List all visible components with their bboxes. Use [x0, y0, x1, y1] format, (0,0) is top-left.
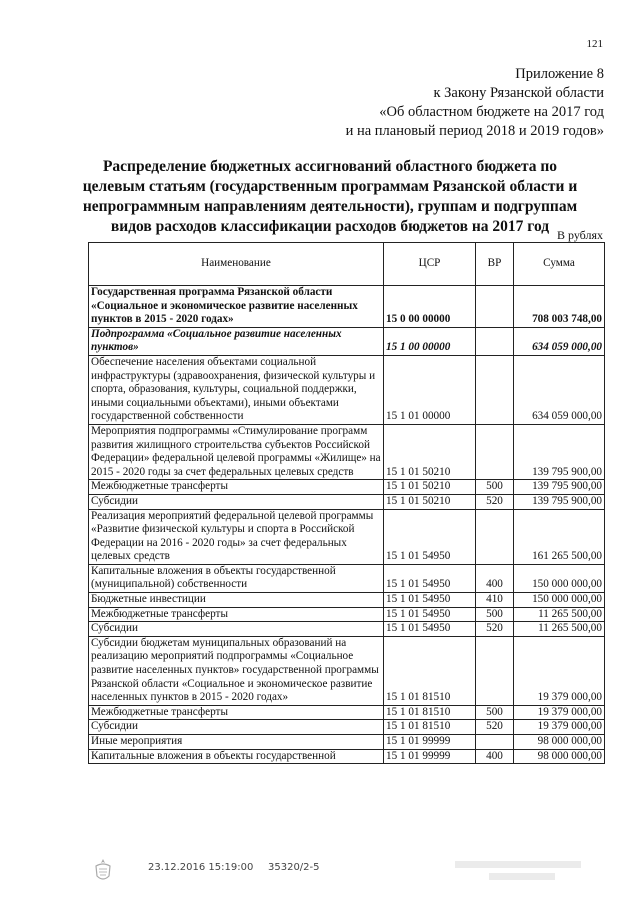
- cell-name: Подпрограмма «Социальное развитие населенных пунктов»: [89, 327, 384, 355]
- footer-timestamp: 23.12.2016 15:19:00: [148, 862, 254, 873]
- table-row: [89, 705, 605, 720]
- table-row: [89, 735, 605, 750]
- table-header-row: [89, 243, 605, 286]
- header-vr: ВР: [476, 243, 514, 286]
- cell-name: Бюджетные инвестиции: [89, 593, 384, 608]
- currency-unit: В рублях: [556, 228, 603, 242]
- cell-name: Субсидии: [89, 622, 384, 637]
- cell-sum: 634 059 000,00: [514, 327, 605, 355]
- cell-sum: 11 265 500,00: [514, 622, 605, 637]
- cell-vr: 520: [476, 622, 514, 637]
- cell-sum: 139 795 900,00: [514, 494, 605, 509]
- table-row: [89, 327, 605, 355]
- cell-csr: 15 1 00 00000: [384, 327, 476, 355]
- cell-vr: 400: [476, 749, 514, 764]
- cell-csr: 15 1 01 81510: [384, 636, 476, 705]
- table-row: [89, 622, 605, 637]
- cell-csr: 15 1 01 81510: [384, 705, 476, 720]
- cell-sum: 634 059 000,00: [514, 355, 605, 424]
- page-number: 121: [586, 38, 603, 50]
- cell-sum: 161 265 500,00: [514, 509, 605, 564]
- table-row: [89, 607, 605, 622]
- header-sum: Сумма: [514, 243, 605, 286]
- table-row: [89, 749, 605, 764]
- table-row: [89, 286, 605, 328]
- cell-sum: 139 795 900,00: [514, 424, 605, 479]
- cell-sum: 19 379 000,00: [514, 636, 605, 705]
- cell-sum: 11 265 500,00: [514, 607, 605, 622]
- table-row: [89, 424, 605, 479]
- table-row: [89, 636, 605, 705]
- cell-sum: 19 379 000,00: [514, 720, 605, 735]
- cell-csr: 15 1 01 50210: [384, 480, 476, 495]
- cell-csr: 15 1 01 54950: [384, 622, 476, 637]
- cell-name: Иные мероприятия: [89, 735, 384, 750]
- cell-sum: 98 000 000,00: [514, 735, 605, 750]
- cell-csr: 15 1 01 81510: [384, 720, 476, 735]
- cell-name: Реализация мероприятий федеральной целевой программы «Развитие физической культуры и спорта в Российской Федерации на 2016 - 2020 годы» за счет федеральных целевых средств: [89, 509, 384, 564]
- cell-vr: [476, 735, 514, 750]
- cell-vr: [476, 286, 514, 328]
- cell-vr: [476, 327, 514, 355]
- cell-name: Субсидии: [89, 494, 384, 509]
- cell-csr: 15 1 01 54950: [384, 593, 476, 608]
- cell-vr: 500: [476, 705, 514, 720]
- cell-name: Капитальные вложения в объекты государственной (муниципальной) собственности: [89, 564, 384, 592]
- cell-csr: 15 1 01 54950: [384, 564, 476, 592]
- footer-doc-code: 35320/2-5: [268, 862, 320, 873]
- table-row: [89, 480, 605, 495]
- cell-vr: 500: [476, 480, 514, 495]
- cell-name: Капитальные вложения в объекты государственной: [89, 749, 384, 764]
- cell-vr: 410: [476, 593, 514, 608]
- cell-csr: 15 0 00 00000: [384, 286, 476, 328]
- cell-name: Государственная программа Рязанской области «Социальное и экономическое развитие населенных пунктов в 2015 - 2020 годах»: [89, 286, 384, 328]
- table-body: [89, 286, 605, 764]
- cell-csr: 15 1 01 50210: [384, 424, 476, 479]
- cell-vr: [476, 509, 514, 564]
- cell-csr: 15 1 01 99999: [384, 749, 476, 764]
- cell-vr: [476, 355, 514, 424]
- cell-sum: 19 379 000,00: [514, 705, 605, 720]
- budget-table: [88, 242, 605, 764]
- footer: [0, 858, 640, 888]
- table-row: [89, 509, 605, 564]
- cell-vr: [476, 424, 514, 479]
- cell-vr: [476, 636, 514, 705]
- cell-csr: 15 1 01 99999: [384, 735, 476, 750]
- cell-name: Обеспечение населения объектами социальной инфраструктуры (здравоохранения, физической культуры и спорта, образования, культуры, социальной поддержки, иными социальными объектами), иными объектами государственной собственности: [89, 355, 384, 424]
- appendix-line-1: Приложение 8: [515, 66, 604, 82]
- appendix-line-4: и на плановый период 2018 и 2019 годов»: [345, 123, 604, 139]
- cell-csr: 15 1 01 50210: [384, 494, 476, 509]
- cell-csr: 15 1 01 54950: [384, 509, 476, 564]
- cell-name: Межбюджетные трансферты: [89, 480, 384, 495]
- cell-name: Субсидии бюджетам муниципальных образований на реализацию мероприятий подпрограммы «Социальное развитие населенных пунктов» государственной программы Рязанской области «Социальное и экономическое развитие населенных пунктов в 2015 - 2020 годах»: [89, 636, 384, 705]
- appendix-header: [346, 65, 604, 141]
- appendix-line-2: к Закону Рязанской области: [433, 85, 604, 101]
- emblem-icon: [92, 858, 114, 884]
- cell-name: Межбюджетные трансферты: [89, 705, 384, 720]
- cell-sum: 98 000 000,00: [514, 749, 605, 764]
- cell-csr: 15 1 01 00000: [384, 355, 476, 424]
- table-row: [89, 494, 605, 509]
- header-name: Наименование: [89, 243, 384, 286]
- table-row: [89, 593, 605, 608]
- cell-csr: 15 1 01 54950: [384, 607, 476, 622]
- cell-sum: 139 795 900,00: [514, 480, 605, 495]
- cell-name: Мероприятия подпрограммы «Стимулирование программ развития жилищного строительства субъектов Российской Федерации» федеральной целевой программы «Жилище» на 2015 - 2020 годы за счет федеральных целевых средств: [89, 424, 384, 479]
- cell-vr: 500: [476, 607, 514, 622]
- electronic-document-stamp: [455, 858, 585, 884]
- appendix-line-3: «Об областном бюджете на 2017 год: [379, 104, 604, 120]
- cell-name: Межбюджетные трансферты: [89, 607, 384, 622]
- cell-name: Субсидии: [89, 720, 384, 735]
- cell-vr: 400: [476, 564, 514, 592]
- document-title: Распределение бюджетных ассигнований областного бюджета по целевым статьям (государственным программам Рязанской области и непрограммным направлениям деятельности), группам и подгруппам видов расходов классификации расходов бюджетов на 2017 год: [82, 158, 578, 235]
- cell-vr: 520: [476, 494, 514, 509]
- table-row: [89, 564, 605, 592]
- table-row: [89, 720, 605, 735]
- cell-sum: 150 000 000,00: [514, 564, 605, 592]
- table-row: [89, 355, 605, 424]
- cell-vr: 520: [476, 720, 514, 735]
- header-csr: ЦСР: [384, 243, 476, 286]
- cell-sum: 708 003 748,00: [514, 286, 605, 328]
- cell-sum: 150 000 000,00: [514, 593, 605, 608]
